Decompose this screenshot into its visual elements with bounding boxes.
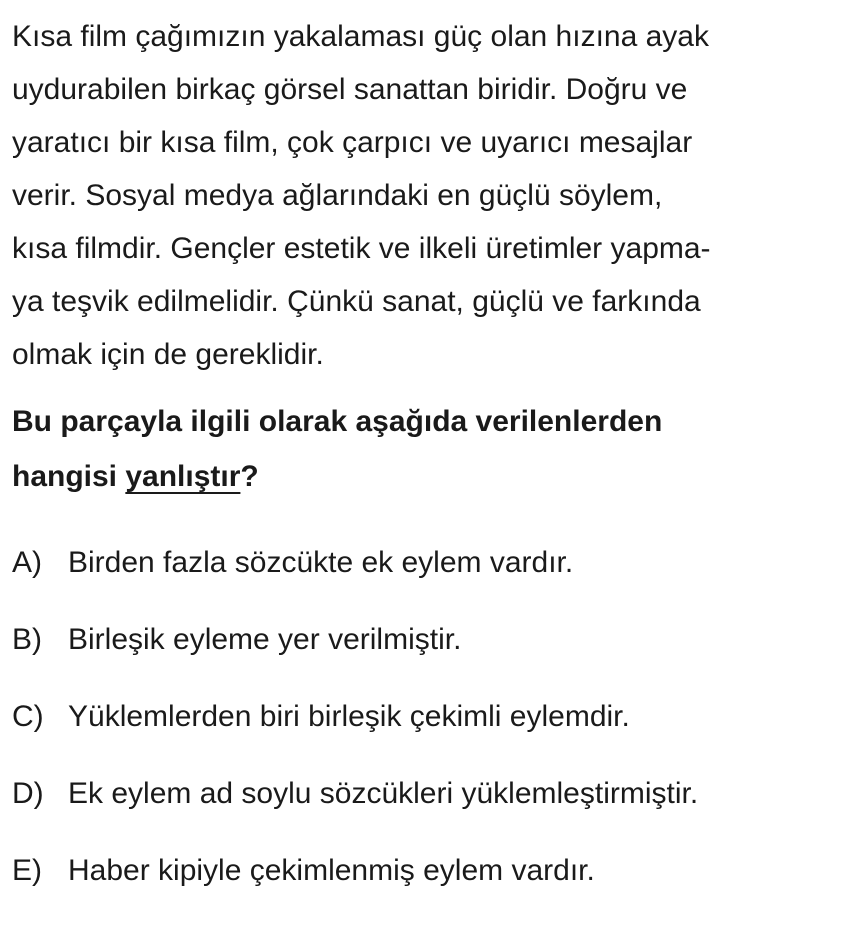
option-letter: A) (12, 546, 42, 579)
passage-text (12, 10, 812, 381)
option-c[interactable] (12, 694, 832, 771)
passage-line: kısa filmdir. Gençler estetik ve ilkeli üretimler yapma- (12, 232, 711, 265)
question-prefix: hangisi (12, 460, 126, 493)
option-text: Yüklemlerden biri birleşik çekimli eylemdir. (68, 700, 630, 733)
option-letter: C) (12, 700, 44, 733)
option-b[interactable] (12, 617, 832, 694)
passage-line: uydurabilen birkaç görsel sanattan biridir. Doğru ve (12, 73, 688, 106)
passage-line: yaratıcı bir kısa film, çok çarpıcı ve uyarıcı mesajlar (12, 126, 693, 159)
question-stem (12, 394, 812, 504)
passage-line: Kısa film çağımızın yakalaması güç olan hızına ayak (12, 20, 709, 53)
option-d[interactable] (12, 771, 832, 848)
option-e[interactable] (12, 848, 832, 925)
question-keyword: yanlıştır (125, 460, 241, 493)
passage-line: olmak için de gereklidir. (12, 338, 324, 371)
question-mark: ? (240, 460, 259, 493)
question-line-1: Bu parçayla ilgili olarak aşağıda verilenlerden (12, 405, 663, 438)
question-line-2 (12, 449, 812, 504)
option-a[interactable] (12, 540, 832, 617)
option-text: Birleşik eyleme yer verilmiştir. (68, 623, 462, 656)
option-text: Haber kipiyle çekimlenmiş eylem vardır. (68, 854, 595, 887)
passage-line: ya teşvik edilmelidir. Çünkü sanat, güçlü ve farkında (12, 285, 701, 318)
option-letter: E) (12, 854, 42, 887)
option-text: Birden fazla sözcükte ek eylem vardır. (68, 546, 574, 579)
option-letter: D) (12, 777, 44, 810)
option-letter: B) (12, 623, 42, 656)
option-text: Ek eylem ad soylu sözcükleri yüklemleştirmiştir. (68, 777, 699, 810)
answer-options (12, 540, 832, 925)
passage-line: verir. Sosyal medya ağlarındaki en güçlü söylem, (12, 179, 663, 212)
